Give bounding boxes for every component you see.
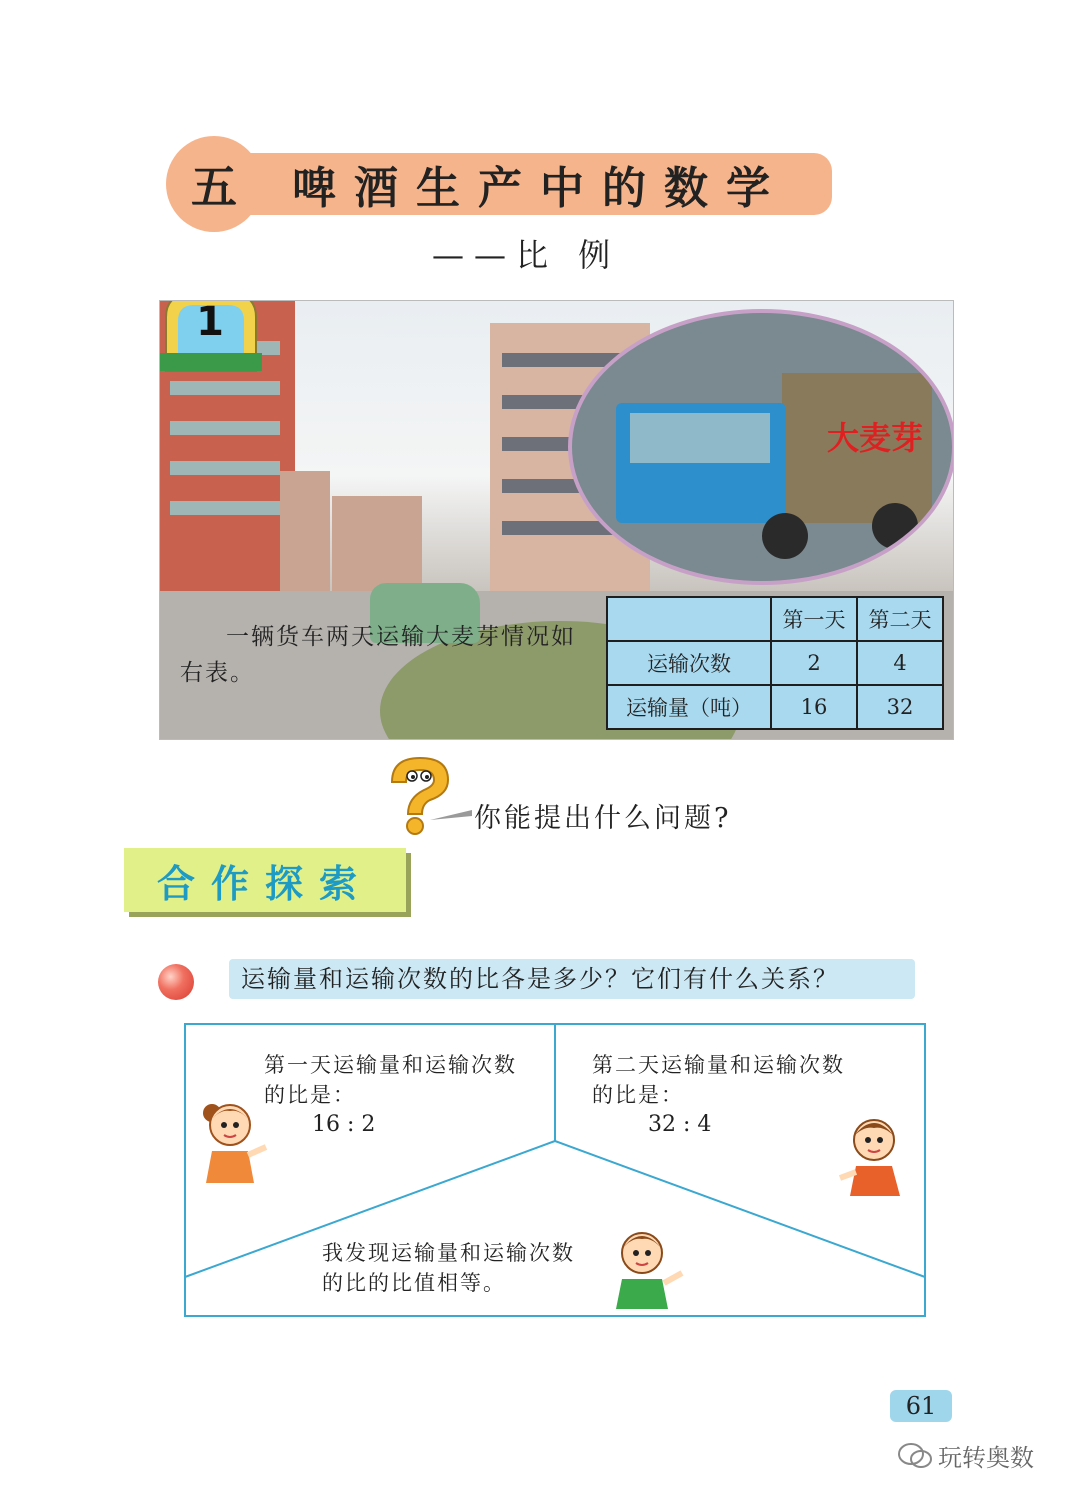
boy-avatar-right bbox=[838, 1110, 908, 1200]
photo-label: 大麦芽 bbox=[827, 419, 924, 457]
boy-avatar-bottom bbox=[610, 1225, 690, 1309]
chat-icon bbox=[898, 1443, 932, 1469]
table-row bbox=[607, 641, 943, 685]
table-header-cell bbox=[607, 597, 771, 641]
watermark-text: 玩转奥数 bbox=[938, 1444, 1034, 1472]
finding-text: 我发现运输量和运输次数的比的比值相等。 bbox=[322, 1241, 575, 1295]
table-header-cell: 第二天 bbox=[857, 597, 943, 641]
problem-number: 1 bbox=[196, 300, 224, 345]
building-small-2 bbox=[332, 496, 422, 591]
question-mark-icon bbox=[378, 754, 474, 836]
unit-number-circle: 五 bbox=[166, 136, 262, 232]
page-title: 啤酒生产中的数学 bbox=[248, 153, 832, 215]
building-small-1 bbox=[280, 471, 330, 591]
problem-description: 一辆货车两天运输大麦芽情况如右表。 bbox=[180, 624, 576, 686]
day1-ratio-text: 第一天运输量和运输次数的比是： bbox=[264, 1053, 517, 1107]
table-header-cell: 第一天 bbox=[771, 597, 857, 641]
day2-ratio-text: 第二天运输量和运输次数的比是： bbox=[592, 1053, 845, 1107]
page-subtitle: ——比 例 bbox=[432, 236, 621, 274]
truck-windshield bbox=[630, 413, 770, 463]
table-cell: 16 bbox=[771, 685, 857, 729]
section-heading: 合作探索 bbox=[124, 848, 406, 912]
transport-table bbox=[606, 596, 944, 730]
table-cell: 运输次数 bbox=[607, 641, 771, 685]
day1-ratio: 16 : 2 bbox=[312, 1112, 376, 1137]
table-cell: 2 bbox=[771, 641, 857, 685]
table-row bbox=[607, 685, 943, 729]
watermark bbox=[898, 1438, 1034, 1473]
truck-wheel bbox=[762, 513, 808, 559]
table-cell: 4 bbox=[857, 641, 943, 685]
question-text: 你能提出什么问题? bbox=[474, 803, 732, 834]
exploration-prompt: 运输量和运输次数的比各是多少？它们有什么关系？ bbox=[229, 959, 915, 999]
page-number: 61 bbox=[890, 1390, 952, 1422]
scene-illustration bbox=[159, 300, 954, 740]
bullet-dot bbox=[158, 964, 194, 1000]
girl-avatar bbox=[200, 1095, 270, 1185]
truck-photo bbox=[568, 309, 954, 585]
table-cell: 运输量（吨） bbox=[607, 685, 771, 729]
truck-wheel bbox=[872, 503, 918, 549]
table-header-row bbox=[607, 597, 943, 641]
table-cell: 32 bbox=[857, 685, 943, 729]
day2-ratio: 32 : 4 bbox=[648, 1112, 712, 1137]
